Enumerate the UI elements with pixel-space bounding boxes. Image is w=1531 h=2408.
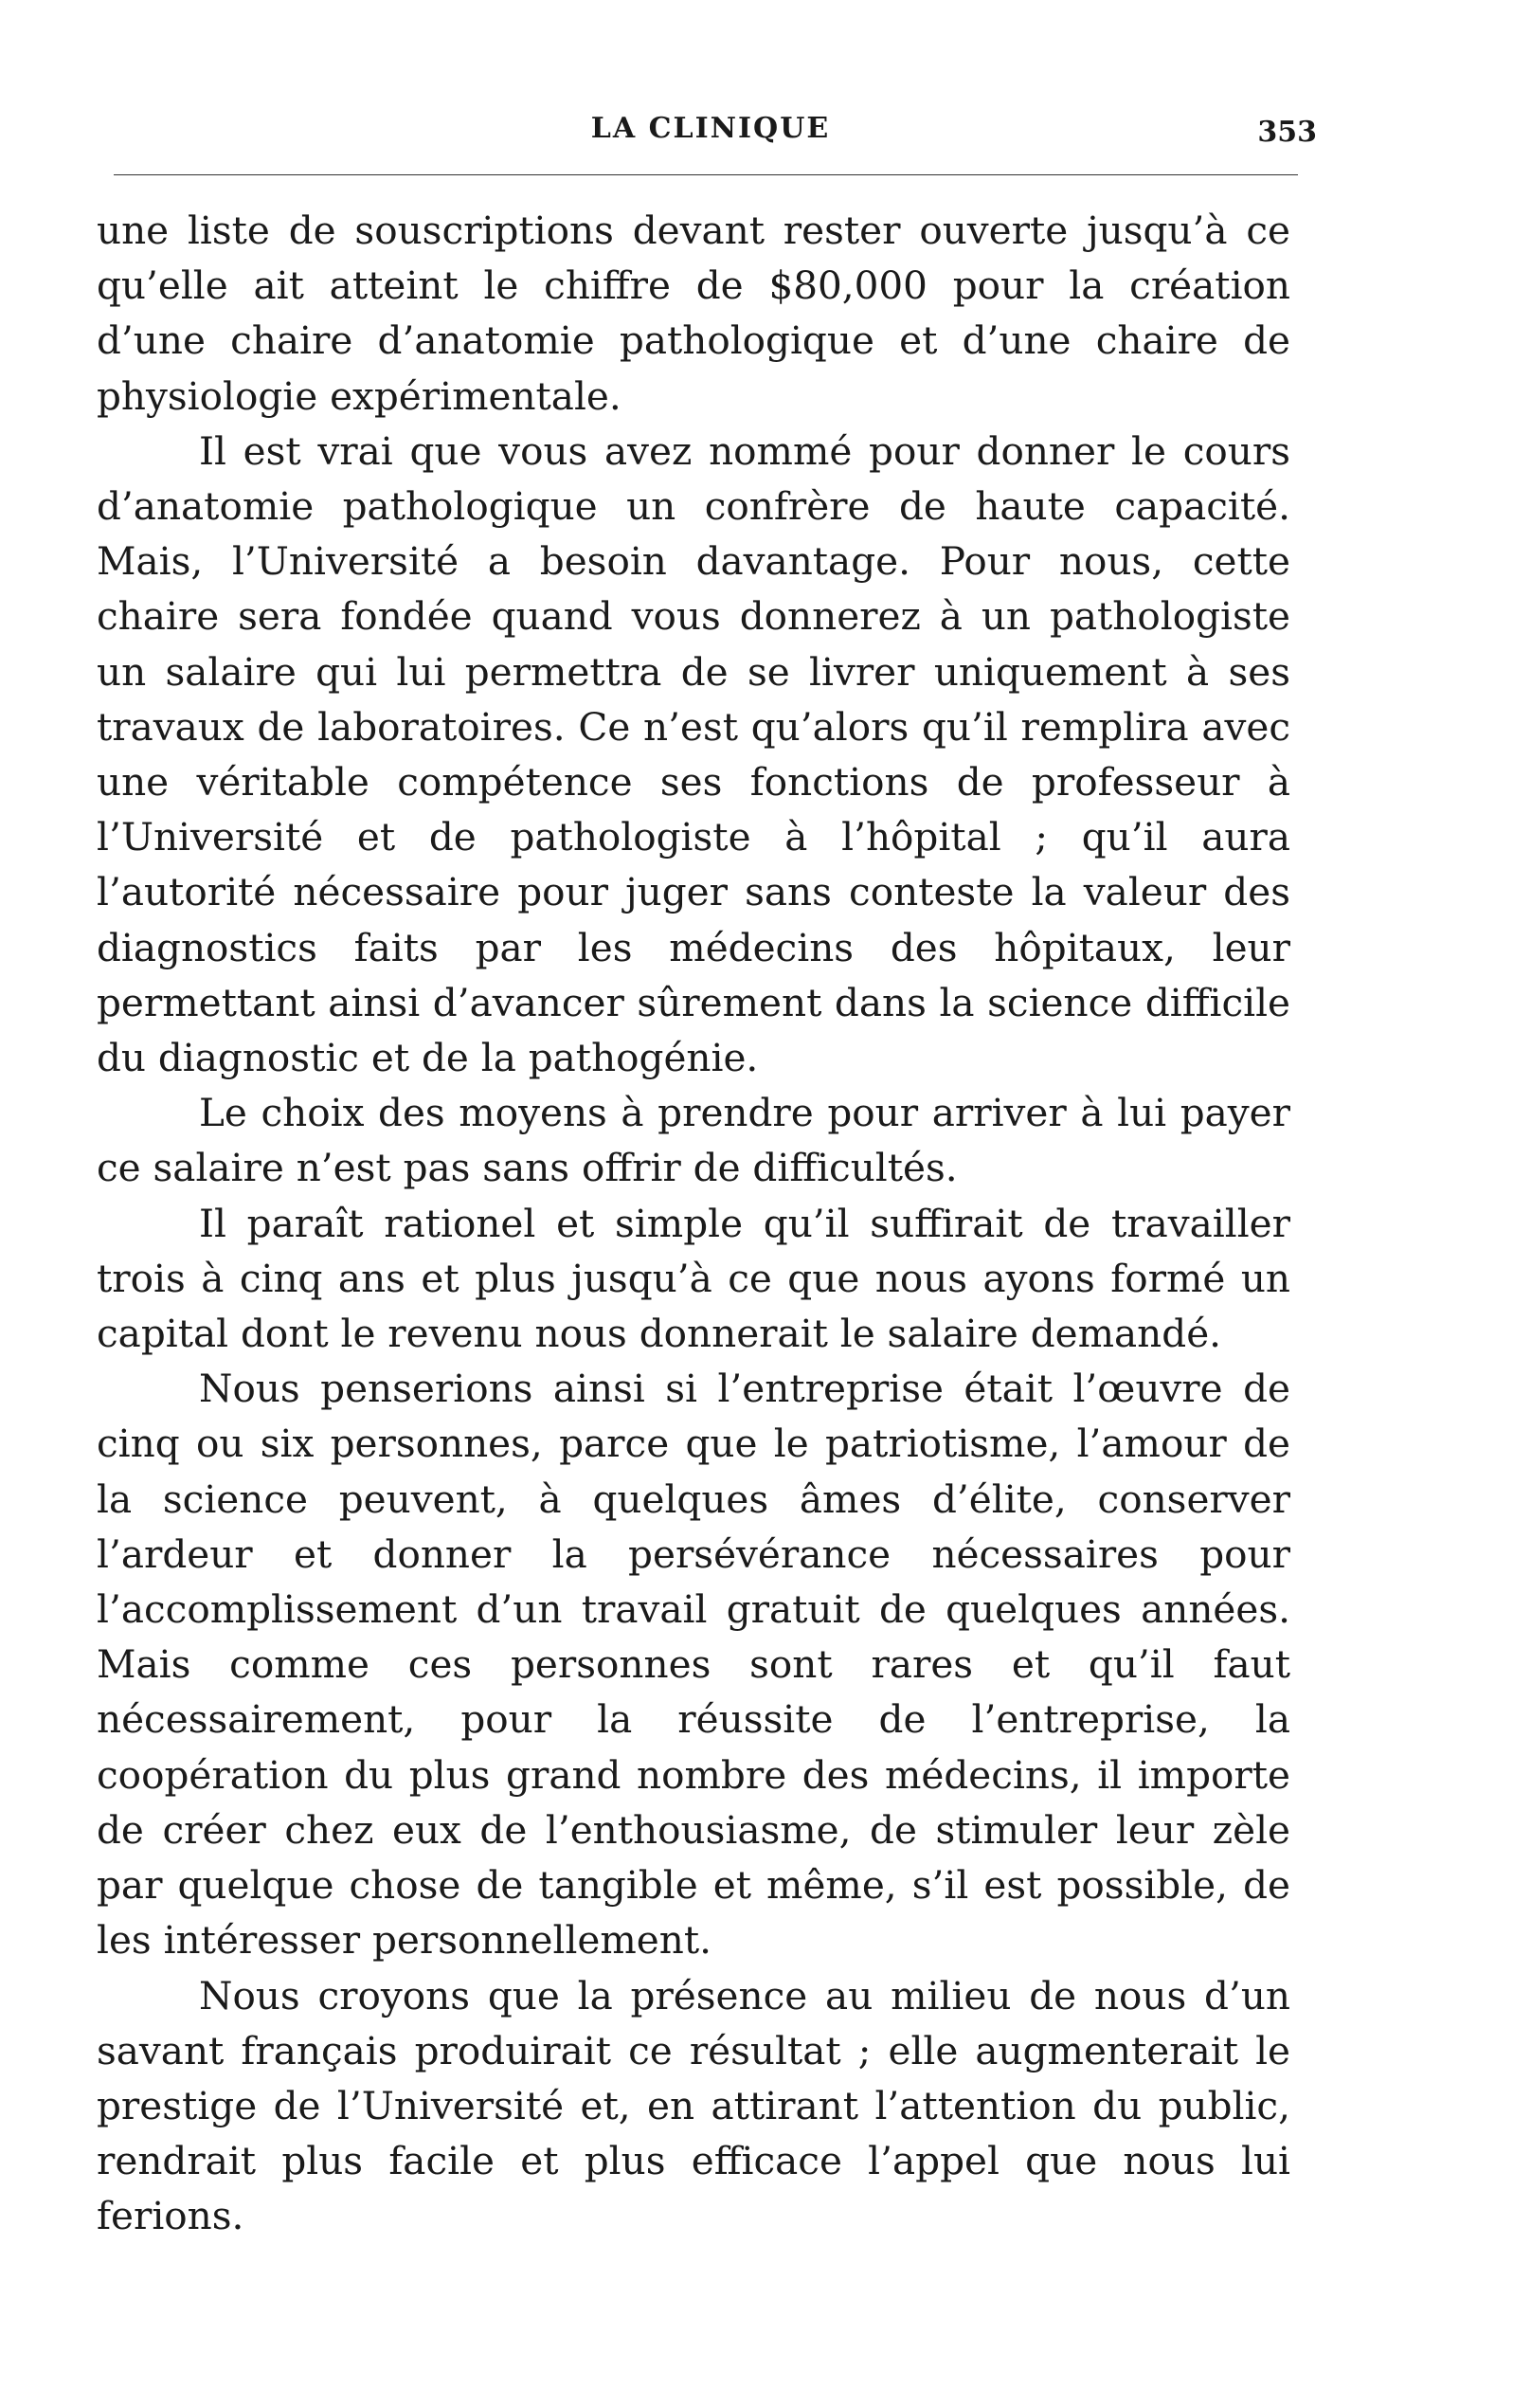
body-text: [97, 203, 1290, 2244]
paragraph-3: Le choix des moyens à prendre pour arriver à lui payer ce salaire n’est pas sans offrir de difficultés.: [97, 1090, 1290, 1191]
paragraph-4: Il paraît rationel et simple qu’il suffirait de travailler trois à cinq ans et plus jusqu’à ce que nous ayons formé un capital dont le revenu nous donnerait le salaire demandé.: [97, 1200, 1290, 1357]
paragraph-6: Nous croyons que la présence au milieu de nous d’un savant français produirait ce résultat ; elle augmenterait le prestige de l’Université et, en attirant l’attention du public, rendrait plus facile et plus efficace l’appel que nous lui ferions.: [97, 1972, 1290, 2239]
paragraph-5: Nous penserions ainsi si l’entreprise était l’œuvre de cinq ou six personnes, parce que le patriotisme, l’amour de la science peuvent, à quelques âmes d’élite, conserver l’ardeur et donner la persévérance nécessaires pour l’accomplissement d’un travail gratuit de quelques années. Mais comme ces personnes sont rares et qu’il faut nécessairement, pour la réussite de l’entreprise, la coopération du plus grand nombre des médecins, il importe de créer chez eux de l’enthousiasme, de stimuler leur zèle par quelque chose de tangible et même, s’il est possible, de les intéresser personnellement.: [97, 1366, 1290, 1964]
page-number: 353: [1257, 116, 1317, 149]
header-rule: [114, 174, 1298, 175]
running-head: [114, 112, 1317, 169]
running-title: LA CLINIQUE: [590, 112, 831, 145]
paragraph-2: Il est vrai que vous avez nommé pour donner le cours d’anatomie pathologique un confrère de haute capacité. Mais, l’Université a besoin davantage. Pour nous, cette chaire sera fondée quand vous donnerez à un pathologiste un salaire qui lui permettra de se livrer uniquement à ses travaux de laboratoires. Ce n’est qu’alors qu’il remplira avec une véritable compétence ses fonctions de professeur à l’Université et de pathologiste à l’hôpital ; qu’il aura l’autorité nécessaire pour juger sans conteste la valeur des diagnostics faits par les médecins des hôpitaux, leur permettant ainsi d’avancer sûrement dans la science difficile du diagnostic et de la pathogénie.: [97, 427, 1290, 1081]
paragraph-1: une liste de souscriptions devant rester ouverte jusqu’à ce qu’elle ait atteint le chiffre de $80,000 pour la création d’une chaire d’anatomie pathologique et d’une chaire de physiologie expérimentale.: [97, 208, 1290, 419]
